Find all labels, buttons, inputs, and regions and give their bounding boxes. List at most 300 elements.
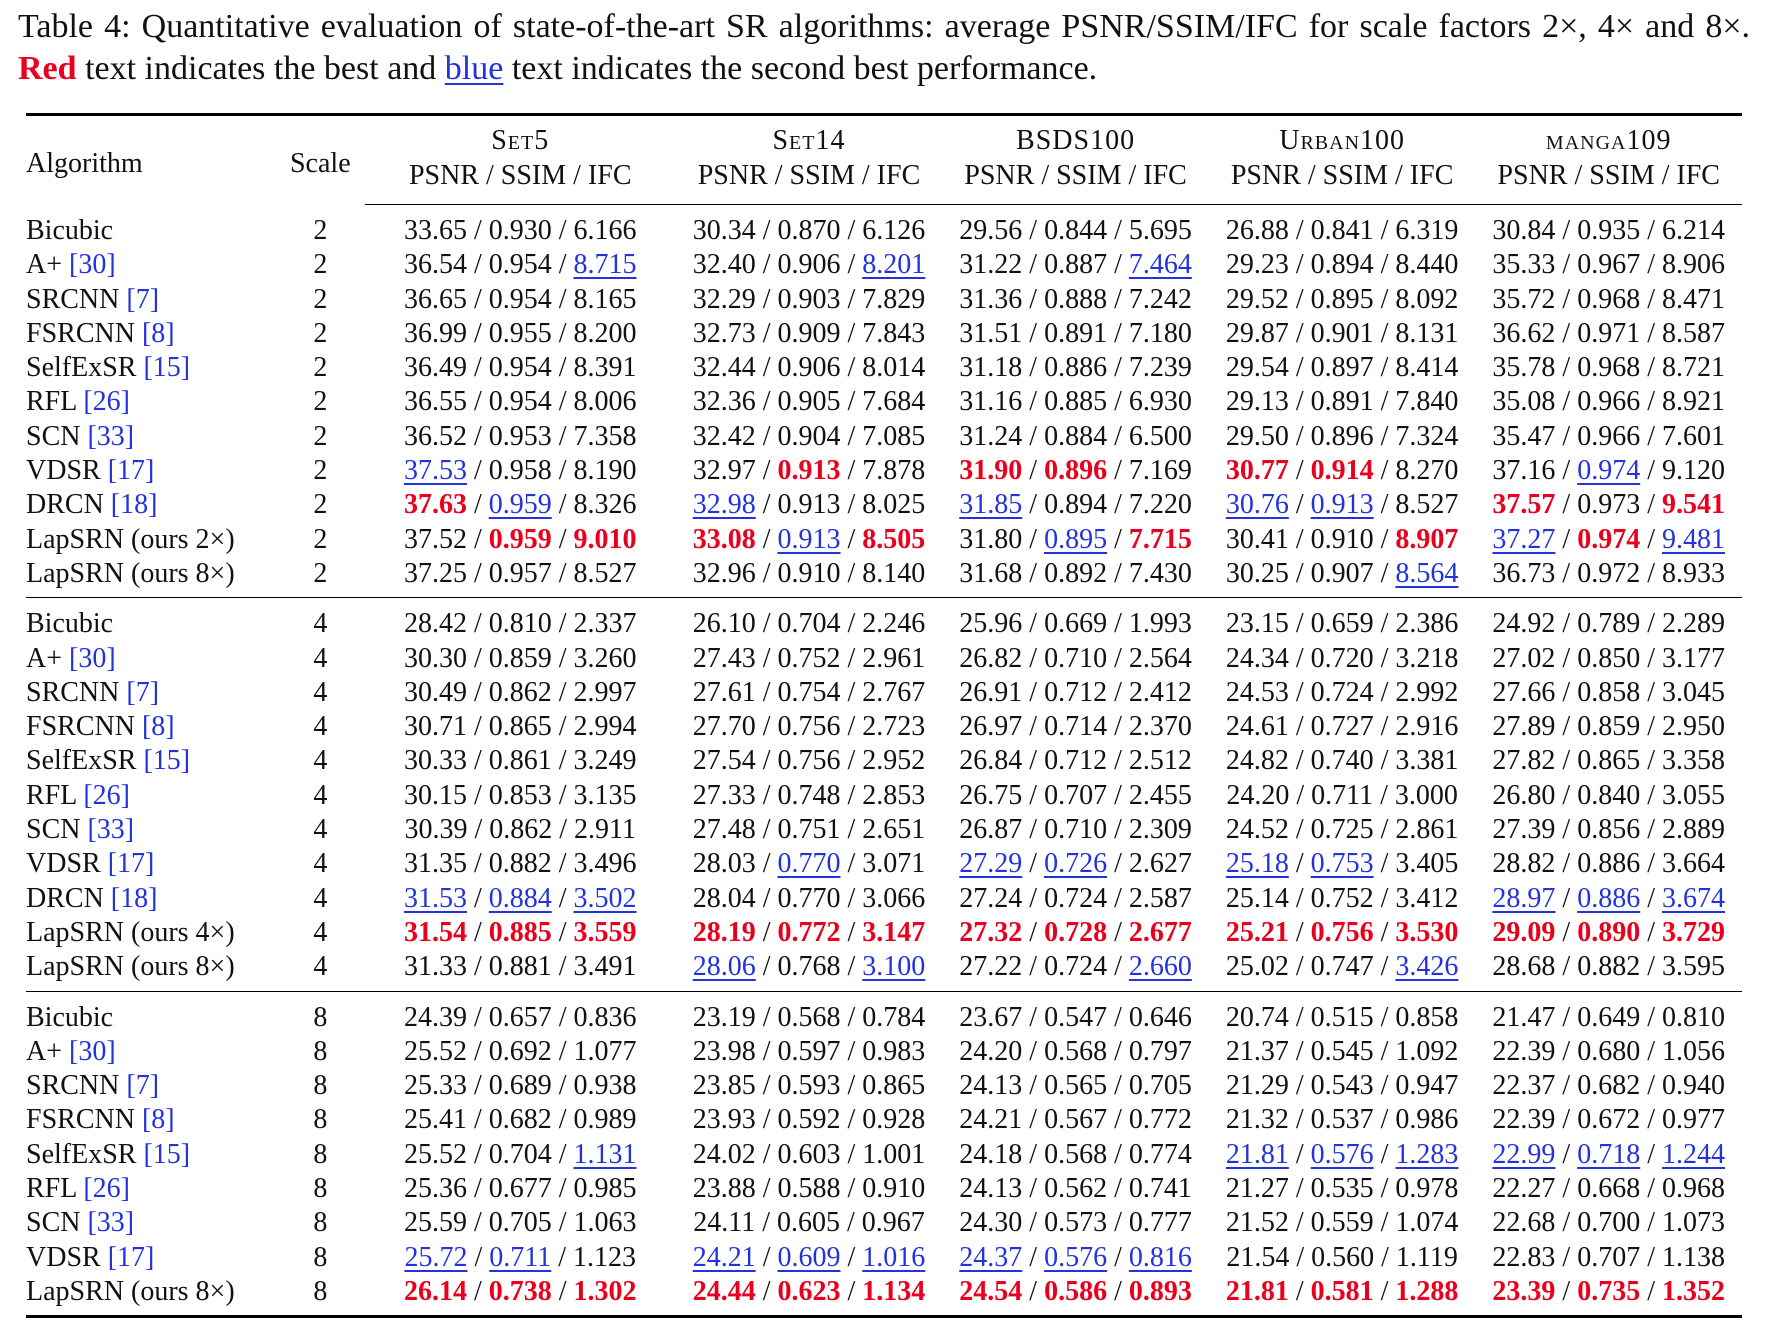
metric-cell: 36.52 / 0.953 / 7.358 <box>403 420 637 452</box>
metric-cell: 36.62 / 0.971 / 8.587 <box>1492 317 1725 349</box>
metric-cell: 24.21 / 0.567 / 0.772 <box>959 1104 1192 1136</box>
psnr-value: 23.15 <box>1225 608 1289 640</box>
psnr-value: 25.52 <box>403 1035 467 1067</box>
citation-link[interactable]: [17] <box>107 455 155 487</box>
citation-link[interactable]: [17] <box>107 848 155 880</box>
psnr-value: 36.62 <box>1492 317 1556 349</box>
table-row <box>26 598 1742 642</box>
ifc-value: 8.326 <box>573 489 637 521</box>
ssim-value: 0.576 <box>1044 1241 1108 1273</box>
ssim-value: 0.870 <box>777 215 841 246</box>
ssim-value: 0.712 <box>1044 745 1108 777</box>
ifc-value: 0.938 <box>573 1070 637 1102</box>
citation-link[interactable]: [18] <box>110 489 158 521</box>
ssim-value: 0.887 <box>1044 249 1108 281</box>
table-row <box>26 420 1742 454</box>
scale-cell: 2 <box>313 317 328 349</box>
psnr-value: 24.13 <box>959 1070 1023 1102</box>
ssim-value: 0.718 <box>1577 1138 1641 1170</box>
citation-link[interactable]: [8] <box>141 1104 175 1136</box>
ssim-value: 0.971 <box>1577 317 1641 349</box>
scale-cell: 4 <box>313 642 328 674</box>
ifc-value: 9.541 <box>1661 489 1725 521</box>
citation-link[interactable]: [17] <box>107 1241 155 1273</box>
ssim-value: 0.856 <box>1577 814 1641 846</box>
ifc-value: 3.177 <box>1661 642 1725 674</box>
psnr-value: 26.80 <box>1492 779 1556 811</box>
ssim-value: 0.565 <box>1044 1070 1108 1102</box>
ifc-value: 8.391 <box>573 352 637 384</box>
psnr-value: 29.52 <box>1225 283 1289 315</box>
ssim-value: 0.705 <box>488 1207 552 1239</box>
metric-cell: 30.30 / 0.859 / 3.260 <box>403 642 637 674</box>
scale-cell: 4 <box>313 779 328 811</box>
algorithm-name: LapSRN (ours 2×) <box>26 523 235 555</box>
metric-cell: 25.36 / 0.677 / 0.985 <box>403 1173 637 1205</box>
ssim-value: 0.913 <box>1310 489 1374 521</box>
metric-cell: 25.21 / 0.756 / 3.530 <box>1225 916 1459 948</box>
ssim-value: 0.891 <box>1044 317 1108 349</box>
algorithm-name: SRCNN <box>26 283 127 315</box>
ssim-value: 0.704 <box>777 608 841 640</box>
scale-cell: 4 <box>313 676 328 708</box>
ssim-value: 0.710 <box>1044 642 1108 674</box>
metric-cell: 26.87 / 0.710 / 2.309 <box>959 814 1192 846</box>
algorithm-cell <box>26 991 276 1035</box>
psnr-value: 24.37 <box>959 1241 1023 1273</box>
ssim-value: 0.973 <box>1577 489 1641 521</box>
caption-text-1: Table 4: Quantitative evaluation of state-of-the-art SR algorithms: average PSNR/SSIM/IFC for scale factors 2×, 4× and 8×. <box>18 8 1750 45</box>
metric-cell: 23.15 / 0.659 / 2.386 <box>1209 598 1476 642</box>
psnr-value: 35.33 <box>1492 249 1556 281</box>
ifc-value: 3.045 <box>1661 676 1725 708</box>
metric-cell: 24.13 / 0.562 / 0.741 <box>959 1173 1192 1205</box>
citation-link[interactable]: [8] <box>141 317 175 349</box>
ssim-value: 0.862 <box>488 676 552 708</box>
ifc-value: 7.715 <box>1128 523 1192 555</box>
psnr-value: 26.10 <box>692 608 756 640</box>
metric-cell: 27.89 / 0.859 / 2.950 <box>1492 711 1725 743</box>
psnr-value: 24.02 <box>692 1138 756 1170</box>
metric-cell: 22.39 / 0.672 / 0.977 <box>1492 1104 1725 1136</box>
ssim-value: 0.972 <box>1577 557 1641 589</box>
ssim-value: 0.677 <box>488 1173 552 1205</box>
psnr-value: 29.54 <box>1225 352 1289 384</box>
ssim-value: 0.714 <box>1044 711 1108 743</box>
psnr-value: 28.19 <box>692 916 756 948</box>
ifc-value: 7.085 <box>862 420 926 452</box>
psnr-value: 26.84 <box>959 745 1023 777</box>
psnr-value: 30.15 <box>403 779 467 811</box>
ifc-value: 3.496 <box>573 848 637 880</box>
ifc-value: 3.729 <box>1661 916 1725 948</box>
psnr-value: 21.29 <box>1225 1070 1289 1102</box>
ifc-value: 8.190 <box>573 455 637 487</box>
psnr-value: 30.34 <box>692 215 756 246</box>
psnr-value: 32.36 <box>692 386 756 418</box>
ssim-value: 0.581 <box>1310 1275 1374 1307</box>
psnr-value: 36.73 <box>1492 557 1556 589</box>
metric-cell: 27.29 / 0.726 / 2.627 <box>959 848 1192 880</box>
ifc-value: 2.412 <box>1128 676 1192 708</box>
ssim-value: 0.547 <box>1044 1001 1108 1033</box>
ssim-value: 0.682 <box>1577 1070 1641 1102</box>
ssim-value: 0.886 <box>1044 352 1108 384</box>
ifc-value: 2.512 <box>1128 745 1192 777</box>
psnr-value: 30.77 <box>1225 455 1289 487</box>
metric-cell: 28.03 / 0.770 / 3.071 <box>692 848 926 880</box>
metric-cell: 27.43 / 0.752 / 2.961 <box>692 642 926 674</box>
psnr-value: 36.49 <box>403 352 467 384</box>
metric-cell: 32.98 / 0.913 / 8.025 <box>692 489 926 521</box>
metric-cell: 32.96 / 0.910 / 8.140 <box>692 557 926 589</box>
metric-cell: 26.97 / 0.714 / 2.370 <box>959 711 1192 743</box>
citation-link[interactable]: [33] <box>87 420 135 452</box>
ifc-value: 2.767 <box>862 676 926 708</box>
ssim-value: 0.895 <box>1310 283 1374 315</box>
table-row <box>26 1172 1742 1206</box>
ssim-value: 0.649 <box>1577 1001 1641 1033</box>
algorithm-cell <box>26 1275 276 1317</box>
metric-cell: 27.48 / 0.751 / 2.651 <box>692 814 926 846</box>
psnr-value: 30.41 <box>1225 523 1289 555</box>
ifc-value: 5.695 <box>1128 215 1192 246</box>
citation-link[interactable]: [26] <box>83 779 130 811</box>
ssim-value: 0.768 <box>777 951 841 983</box>
ifc-value: 0.797 <box>1128 1035 1192 1067</box>
metric-cell: 33.08 / 0.913 / 8.505 <box>692 523 926 555</box>
ssim-value: 0.725 <box>1310 814 1374 846</box>
ifc-value: 2.961 <box>862 642 926 674</box>
psnr-value: 32.97 <box>692 455 756 487</box>
citation-link[interactable]: [30] <box>69 642 116 674</box>
ssim-value: 0.954 <box>488 352 552 384</box>
psnr-value: 27.24 <box>959 882 1023 914</box>
scale-cell: 2 <box>313 352 328 384</box>
psnr-value: 20.74 <box>1225 1001 1289 1033</box>
psnr-value: 22.99 <box>1492 1138 1556 1170</box>
psnr-value: 31.53 <box>403 882 467 914</box>
ssim-value: 0.543 <box>1310 1070 1374 1102</box>
algorithm-name: DRCN <box>26 882 111 914</box>
metric-cell: 31.54 / 0.885 / 3.559 <box>403 916 637 948</box>
ssim-value: 0.568 <box>1044 1035 1108 1067</box>
citation-link[interactable]: [26] <box>83 386 130 418</box>
metric-cell: 24.13 / 0.565 / 0.705 <box>959 1070 1192 1102</box>
ifc-value: 0.816 <box>1128 1241 1192 1273</box>
citation-link[interactable]: [33] <box>87 1207 135 1239</box>
ssim-value: 0.841 <box>1310 215 1374 246</box>
psnr-value: 24.18 <box>959 1138 1023 1170</box>
scale-cell: 4 <box>276 598 365 642</box>
metric-cell: 21.27 / 0.535 / 0.978 <box>1225 1173 1459 1205</box>
metric-cell: 30.39 / 0.862 / 2.911 <box>404 814 636 846</box>
ifc-value: 7.239 <box>1128 352 1192 384</box>
ifc-value: 8.270 <box>1395 455 1459 487</box>
ifc-value: 7.878 <box>862 455 926 487</box>
metric-cell: 24.54 / 0.586 / 0.893 <box>942 1275 1209 1317</box>
metric-cell: 24.02 / 0.603 / 1.001 <box>692 1138 926 1170</box>
algorithm-name: SCN <box>26 1207 88 1239</box>
ifc-value: 2.660 <box>1128 951 1192 983</box>
ssim-value: 0.882 <box>488 848 552 880</box>
psnr-value: 22.39 <box>1492 1104 1556 1136</box>
metric-cell: 37.57 / 0.973 / 9.541 <box>1492 489 1725 521</box>
metric-cell: 27.70 / 0.756 / 2.723 <box>692 711 926 743</box>
ssim-value: 0.668 <box>1577 1173 1641 1205</box>
ssim-value: 0.959 <box>488 489 552 521</box>
ssim-value: 0.711 <box>1311 779 1374 811</box>
algorithm-cell <box>26 916 276 950</box>
metric-cell: 31.85 / 0.894 / 7.220 <box>959 489 1192 521</box>
metric-cell: 22.37 / 0.682 / 0.940 <box>1492 1070 1725 1102</box>
metric-cell: 30.49 / 0.862 / 2.997 <box>403 676 637 708</box>
metric-cell: 31.24 / 0.884 / 6.500 <box>959 420 1192 452</box>
algorithm-cell <box>26 882 276 916</box>
ssim-value: 0.562 <box>1044 1173 1108 1205</box>
ssim-value: 0.724 <box>1310 676 1374 708</box>
ssim-value: 0.894 <box>1310 249 1374 281</box>
ifc-value: 2.677 <box>1128 916 1192 948</box>
ifc-value: 0.985 <box>573 1173 637 1205</box>
ssim-value: 0.707 <box>1044 779 1108 811</box>
algorithm-cell <box>26 1172 276 1206</box>
ifc-value: 2.289 <box>1661 608 1725 640</box>
citation-link[interactable]: [15] <box>143 745 191 777</box>
metric-cell: 28.97 / 0.886 / 3.674 <box>1492 882 1725 914</box>
ifc-value: 1.073 <box>1661 1207 1725 1239</box>
psnr-value: 31.35 <box>403 848 467 880</box>
metric-cell: 23.88 / 0.588 / 0.910 <box>692 1173 926 1205</box>
citation-link[interactable]: [7] <box>126 676 160 708</box>
table-row <box>26 642 1742 676</box>
algorithm-name: VDSR <box>26 1241 108 1273</box>
citation-link[interactable]: [8] <box>141 711 175 743</box>
citation-link[interactable]: [7] <box>126 1070 160 1102</box>
ssim-value: 0.897 <box>1310 352 1374 384</box>
metric-cell: 21.37 / 0.545 / 1.092 <box>1225 1035 1459 1067</box>
psnr-value: 25.52 <box>403 1138 467 1170</box>
metric-cell: 21.81 / 0.581 / 1.288 <box>1209 1275 1476 1317</box>
ifc-value: 7.169 <box>1128 455 1192 487</box>
algorithm-name: SRCNN <box>26 1070 127 1102</box>
algorithm-name: SCN <box>26 420 88 452</box>
scale-cell: 2 <box>313 557 328 589</box>
ifc-value: 0.705 <box>1128 1070 1192 1102</box>
ssim-value: 0.901 <box>1310 317 1374 349</box>
metric-cell: 37.16 / 0.974 / 9.120 <box>1492 455 1725 487</box>
ssim-value: 0.894 <box>1044 489 1108 521</box>
metric-cell: 22.83 / 0.707 / 1.138 <box>1492 1241 1725 1273</box>
citation-link[interactable]: [30] <box>69 1035 116 1067</box>
ssim-value: 0.592 <box>777 1104 841 1136</box>
ssim-value: 0.752 <box>1310 882 1374 914</box>
ssim-value: 0.881 <box>488 951 552 983</box>
metric-cell: 29.54 / 0.897 / 8.414 <box>1225 352 1459 384</box>
metric-cell: 21.47 / 0.649 / 0.810 <box>1475 991 1742 1035</box>
metric-cell: 24.18 / 0.568 / 0.774 <box>959 1138 1192 1170</box>
metric-cell: 26.80 / 0.840 / 3.055 <box>1492 779 1725 811</box>
psnr-value: 24.61 <box>1225 711 1289 743</box>
ifc-value: 2.992 <box>1395 676 1459 708</box>
algorithm-cell <box>26 488 276 522</box>
metric-cell: 36.99 / 0.955 / 8.200 <box>403 317 637 349</box>
ifc-value: 2.309 <box>1128 814 1192 846</box>
psnr-value: 37.16 <box>1492 455 1556 487</box>
ssim-value: 0.724 <box>1044 951 1108 983</box>
ifc-value: 8.921 <box>1661 386 1725 418</box>
metric-cell: 25.59 / 0.705 / 1.063 <box>403 1207 637 1239</box>
ssim-value: 0.756 <box>777 711 841 743</box>
psnr-value: 24.39 <box>403 1001 467 1033</box>
ifc-value: 7.601 <box>1661 420 1725 452</box>
metric-cell: 36.55 / 0.954 / 8.006 <box>403 386 637 418</box>
ssim-value: 0.882 <box>1577 951 1641 983</box>
ifc-value: 9.120 <box>1661 455 1725 487</box>
ifc-value: 3.595 <box>1661 951 1725 983</box>
psnr-value: 27.02 <box>1492 642 1556 674</box>
ssim-value: 0.884 <box>1044 420 1108 452</box>
metric-cell: 24.39 / 0.657 / 0.836 <box>365 991 676 1035</box>
scale-cell: 2 <box>313 489 328 521</box>
citation-link[interactable]: [30] <box>69 249 116 281</box>
psnr-value: 35.47 <box>1492 420 1556 452</box>
citation-link[interactable]: [18] <box>110 882 158 914</box>
algorithm-name: LapSRN (ours 8×) <box>26 951 235 983</box>
psnr-value: 21.81 <box>1225 1138 1289 1170</box>
metric-cell: 23.93 / 0.592 / 0.928 <box>692 1104 926 1136</box>
ifc-value: 0.646 <box>1128 1001 1192 1033</box>
ifc-value: 3.000 <box>1394 779 1458 811</box>
metric-cell: 31.90 / 0.896 / 7.169 <box>959 455 1192 487</box>
ssim-value: 0.909 <box>777 317 841 349</box>
algorithm-name: SelfExSR <box>26 745 144 777</box>
ssim-value: 0.770 <box>777 882 841 914</box>
dataset-header-urban100: Urban100 <box>1209 115 1476 159</box>
ifc-value: 3.100 <box>862 951 926 983</box>
algorithm-name: LapSRN (ours 4×) <box>26 916 235 948</box>
ssim-value: 0.910 <box>777 557 841 589</box>
ifc-value: 8.414 <box>1395 352 1459 384</box>
table-row <box>26 248 1742 282</box>
citation-link[interactable]: [15] <box>143 1138 191 1170</box>
psnr-value: 25.41 <box>403 1104 467 1136</box>
scale-cell: 2 <box>313 523 328 555</box>
psnr-value: 32.73 <box>692 317 756 349</box>
metric-cell: 36.73 / 0.972 / 8.933 <box>1492 557 1725 589</box>
ifc-value: 8.014 <box>862 352 926 384</box>
ifc-value: 0.772 <box>1128 1104 1192 1136</box>
metric-cell: 26.91 / 0.712 / 2.412 <box>959 676 1192 708</box>
citation-link[interactable]: [7] <box>126 283 160 315</box>
metric-cell: 27.32 / 0.728 / 2.677 <box>959 916 1192 948</box>
metric-cell: 32.42 / 0.904 / 7.085 <box>692 420 926 452</box>
psnr-value: 36.55 <box>403 386 467 418</box>
table-row <box>26 1206 1742 1240</box>
psnr-value: 29.87 <box>1225 317 1289 349</box>
psnr-value: 22.83 <box>1492 1241 1556 1273</box>
psnr-value: 27.32 <box>959 916 1023 948</box>
metric-cell: 31.80 / 0.895 / 7.715 <box>959 523 1192 555</box>
ifc-value: 0.784 <box>862 1001 926 1033</box>
ifc-value: 7.684 <box>862 386 926 418</box>
ifc-value: 8.505 <box>862 523 926 555</box>
metric-cell: 30.71 / 0.865 / 2.994 <box>403 711 637 743</box>
psnr-value: 30.71 <box>403 711 467 743</box>
citation-link[interactable]: [26] <box>83 1173 130 1205</box>
ssim-value: 0.756 <box>1310 916 1374 948</box>
ssim-value: 0.904 <box>777 420 841 452</box>
ssim-value: 0.752 <box>777 642 841 674</box>
algorithm-cell <box>26 642 276 676</box>
ifc-value: 3.381 <box>1395 745 1459 777</box>
scale-cell: 8 <box>313 1241 328 1273</box>
ssim-value: 0.954 <box>488 386 552 418</box>
ssim-value: 0.537 <box>1310 1104 1374 1136</box>
metric-cell: 23.19 / 0.568 / 0.784 <box>676 991 943 1035</box>
ifc-value: 8.440 <box>1395 249 1459 281</box>
ssim-value: 0.689 <box>488 1070 552 1102</box>
table-row <box>26 1275 1742 1317</box>
table-row <box>26 317 1742 351</box>
ifc-value: 0.977 <box>1661 1104 1725 1136</box>
ssim-value: 0.597 <box>777 1035 841 1067</box>
ssim-value: 0.657 <box>488 1001 552 1033</box>
ifc-value: 2.386 <box>1395 608 1459 640</box>
psnr-value: 31.16 <box>959 386 1023 418</box>
caption-text-2: text indicates the best and <box>76 50 445 87</box>
ifc-value: 1.352 <box>1661 1275 1725 1307</box>
ifc-value: 8.092 <box>1395 283 1459 315</box>
ifc-value: 1.134 <box>862 1275 926 1307</box>
psnr-value: 23.85 <box>692 1070 756 1102</box>
psnr-value: 32.40 <box>692 249 756 281</box>
table-row <box>26 916 1742 950</box>
psnr-value: 21.27 <box>1225 1173 1289 1205</box>
citation-link[interactable]: [33] <box>87 814 135 846</box>
table-row <box>26 454 1742 488</box>
metric-cell: 27.39 / 0.856 / 2.889 <box>1492 814 1725 846</box>
psnr-value: 36.65 <box>403 283 467 315</box>
ssim-value: 0.735 <box>1577 1275 1641 1307</box>
metric-cell: 25.02 / 0.747 / 3.426 <box>1225 951 1459 983</box>
metric-cell: 31.35 / 0.882 / 3.496 <box>403 848 637 880</box>
metric-cell: 27.02 / 0.850 / 3.177 <box>1492 642 1725 674</box>
ssim-value: 0.669 <box>1044 608 1108 640</box>
ssim-value: 0.954 <box>488 283 552 315</box>
caption-blue-word[interactable]: blue <box>444 50 504 87</box>
scale-cell: 2 <box>313 455 328 487</box>
ifc-value: 3.530 <box>1395 916 1459 948</box>
ssim-value: 0.672 <box>1577 1104 1641 1136</box>
ssim-value: 0.935 <box>1577 215 1641 246</box>
metric-cell: 29.23 / 0.894 / 8.440 <box>1225 249 1459 281</box>
ifc-value: 3.358 <box>1661 745 1725 777</box>
algorithm-cell <box>26 205 276 249</box>
algorithm-name: VDSR <box>26 455 108 487</box>
algorithm-name: Bicubic <box>26 1001 114 1033</box>
ifc-value: 0.777 <box>1128 1207 1192 1239</box>
ifc-value: 2.564 <box>1128 642 1192 674</box>
metric-cell: 32.40 / 0.906 / 8.201 <box>692 249 926 281</box>
psnr-value: 28.06 <box>692 951 756 983</box>
ssim-value: 0.568 <box>1044 1138 1108 1170</box>
citation-link[interactable]: [15] <box>143 352 191 384</box>
psnr-value: 29.09 <box>1492 916 1556 948</box>
ifc-value: 1.993 <box>1128 608 1192 640</box>
ifc-value: 0.967 <box>861 1207 925 1239</box>
metric-cell: 24.37 / 0.576 / 0.816 <box>959 1241 1192 1273</box>
